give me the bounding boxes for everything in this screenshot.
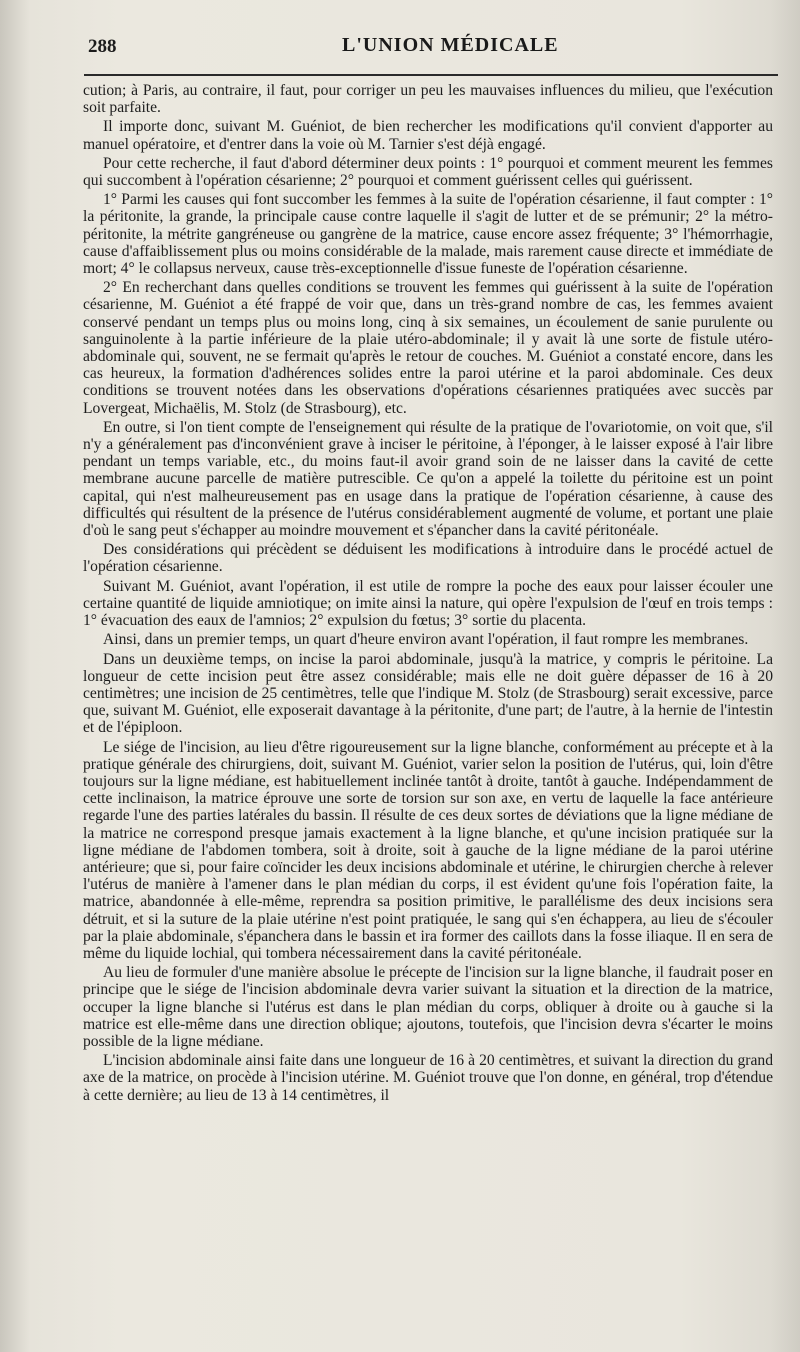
- paragraph: En outre, si l'on tient compte de l'enseignement qui résulte de la pratique de l'ovariotomie, on voit que, s'il n'y a généralement pas d'inconvénient grave à inciser le péritoine, à l'éponger, à le laisser exposé à l'air libre pendant un temps variable, etc., du moins faut-il avoir grand soin de ne laisser dans la cavité de cette membrane aucune parcelle de matière putrescible. Ce qu'on a appelé la toilette du péritoine est un point capital, qui n'est malheureusement pas en usage dans la pratique de l'opération césarienne, à cause des difficultés qui résultent de la présence de l'utérus considérablement augmenté de volume, et portant une plaie d'où le sang peut s'échapper au moindre mouvement et s'épancher dans la cavité péritonéale.: [83, 418, 773, 540]
- running-title: L'UNION MÉDICALE: [342, 34, 559, 56]
- paragraph: Le siége de l'incision, au lieu d'être rigoureusement sur la ligne blanche, conformément au précepte et à la pratique générale des chirurgiens, doit, suivant M. Guéniot, varier selon la position de l'utérus, qui, loin d'être toujours sur la ligne médiane, est habituellement inclinée tantôt à droite, tantôt à gauche. Indépendamment de cette inclinaison, la matrice éprouve une sorte de torsion sur son axe, en vertu de laquelle la face antérieure regarde l'une des parties latérales du bassin. Il résulte de ces deux sortes de déviations que la ligne médiane de la matrice ne correspond presque jamais exactement à la ligne blanche, et qu'une incision pratiquée sur la ligne médiane de l'abdomen tombera, soit à droite, soit à gauche de la ligne médiane de la paroi utérine antérieure; que si, pour faire coïncider les deux incisions abdominale et utérine, le chirurgien cherche à relever l'utérus de manière à l'amener dans le plan médian du corps, il est évident qu'une fois l'opération faite, la matrice, abandonnée à elle-même, reprendra sa position primitive, le parallélisme des deux incisions sera détruit, et si la suture de la plaie utérine n'est point pratiquée, le sang qui s'en échappera, au lieu de s'écouler par la plaie abdominale, s'épanchera dans le bassin et ira former des caillots dans la fosse iliaque. Il en sera de même du liquide lochial, qui tombera nécessairement dans la cavité péritonéale.: [83, 738, 773, 962]
- paragraph: 1° Parmi les causes qui font succomber les femmes à la suite de l'opération césarienne, il faut compter : 1° la péritonite, la grande, la principale cause contre laquelle il s'agit de lutter et de se prémunir; 2° la métro-péritonite, la métrite gangréneuse ou gangrène de la matrice, cause encore assez fréquente; 3° l'hémorrhagie, cause d'affaiblissement plus ou moins considérable de la malade, mais rarement cause directe et immédiate de mort; 4° le collapsus nerveux, cause très-exceptionnelle d'issue funeste de l'opération césarienne.: [83, 191, 773, 278]
- article-body: [83, 82, 773, 1106]
- page-header: [84, 32, 774, 62]
- paragraph: Au lieu de formuler d'une manière absolue le précepte de l'incision sur la ligne blanche, il faudrait poser en principe que le siége de l'incision abdominale devra varier suivant la situation et la direction de la matrice, occuper la ligne blanche si l'utérus est dans le plan médian du corps, obliquer à droite ou à gauche si la matrice est elle-même dans une direction oblique; ajoutons, toutefois, que l'incision devra s'écarter le moins possible de la ligne médiane.: [83, 964, 773, 1050]
- paragraph: L'incision abdominale ainsi faite dans une longueur de 16 à 20 centimètres, et suivant la direction du grand axe de la matrice, on procède à l'incision utérine. M. Guéniot trouve que l'on donne, en général, trop d'étendue à cette dernière; au lieu de 13 à 14 centimètres, il: [83, 1052, 773, 1104]
- paragraph: cution; à Paris, au contraire, il faut, pour corriger un peu les mauvaises influences du milieu, que l'exécution soit parfaite.: [83, 82, 773, 117]
- paragraph: Dans un deuxième temps, on incise la paroi abdominale, jusqu'à la matrice, y compris le péritoine. La longueur de cette incision peut être assez considérable; mais elle ne doit guère dépasser de 16 à 20 centimètres; une incision de 25 centimètres, telle que l'indique M. Stolz (de Strasbourg) serait excessive, parce que, suivant M. Guéniot, elle exposerait davantage à la péritonite, d'une part; de l'autre, à la hernie de l'intestin et de l'épiploon.: [83, 650, 773, 737]
- paragraph: Pour cette recherche, il faut d'abord déterminer deux points : 1° pourquoi et comment meurent les femmes qui succombent à l'opération césarienne; 2° pourquoi et comment guérissent celles qui guérissent.: [83, 154, 773, 190]
- page-number: 288: [88, 36, 117, 57]
- paragraph: Ainsi, dans un premier temps, un quart d'heure environ avant l'opération, il faut rompre les membranes.: [103, 631, 749, 649]
- header-rule: [84, 74, 778, 76]
- paragraph: Il importe donc, suivant M. Guéniot, de bien rechercher les modifications qu'il convient d'apporter au manuel opératoire, et d'entrer dans la voie où M. Tarnier s'est déjà engagé.: [83, 118, 773, 153]
- paragraph: Des considérations qui précèdent se déduisent les modifications à introduire dans le procédé actuel de l'opération césarienne.: [83, 541, 773, 576]
- paragraph: 2° En recherchant dans quelles conditions se trouvent les femmes qui guérissent à la suite de l'opération césarienne, M. Guéniot a été frappé de voir que, dans un très-grand nombre de cas, les femmes avaient conservé pendant un temps plus ou moins long, cinq à six semaines, un écoulement de sanie purulente ou sanguinolente à la partie inférieure de la plaie utéro-abdominale; il y avait là une sorte de fistule utéro-abdominale qui, souvent, ne se fermait qu'après le retour de couches. M. Guéniot a constaté encore, dans les cas heureux, la formation d'adhérences solides entre la paroi utérine et la paroi abdominale. Ces deux conditions se trouvent notées dans les observations d'opérations césariennes pratiquées avec succès par Lovergeat, Michaëlis, M. Stolz (de Strasbourg), etc.: [83, 279, 773, 417]
- paragraph: Suivant M. Guéniot, avant l'opération, il est utile de rompre la poche des eaux pour laisser écouler une certaine quantité de liquide amniotique; on imite ainsi la nature, qui opère l'expulsion de l'œuf en trois temps : 1° évacuation des eaux de l'amnios; 2° expulsion du fœtus; 3° sortie du placenta.: [83, 577, 773, 630]
